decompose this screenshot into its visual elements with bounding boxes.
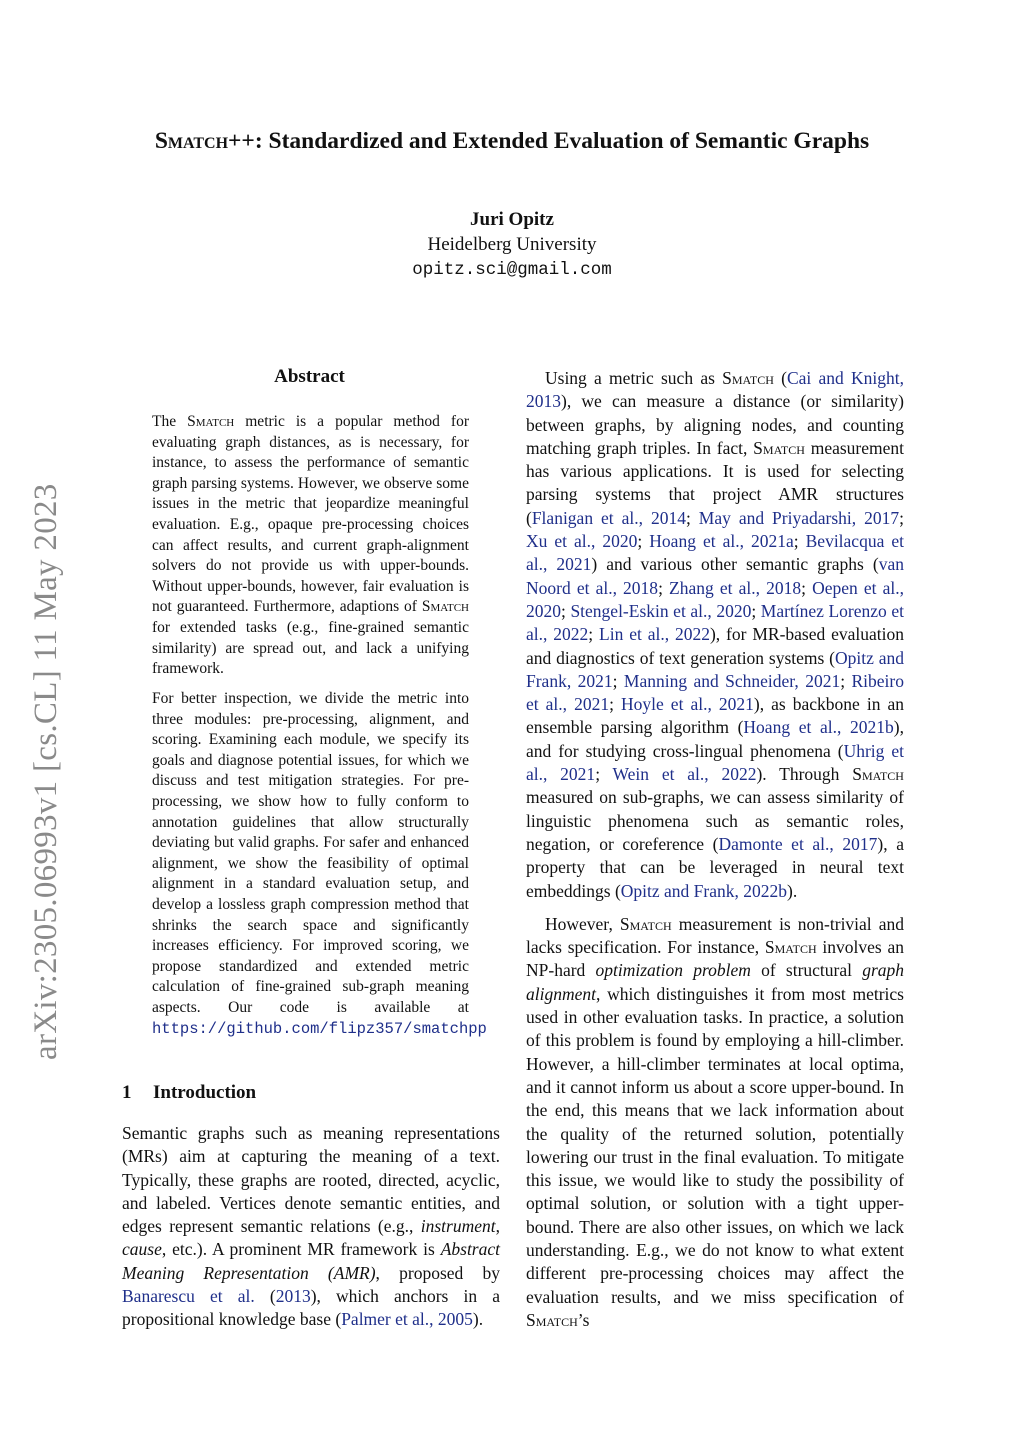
abstract-heading: Abstract (274, 366, 345, 387)
citation-link[interactable]: Hoang et al., 2021a (649, 531, 794, 552)
text-span: ; (658, 577, 670, 598)
text-span: ), and for studying cross-lingual phenomena ( (526, 717, 904, 761)
section-title: Introduction (153, 1082, 257, 1103)
text-span: , proposed by (375, 1262, 500, 1283)
metric-name: Smatch (852, 764, 904, 785)
text-span: involves an NP-hard (526, 937, 904, 981)
arxiv-identifier: arXiv:2305.06993v1 [cs.CL] 11 May 2023 (28, 483, 64, 1060)
section-number: 1 (122, 1082, 132, 1103)
citation-link[interactable]: Martínez Lorenzo et al., 2022 (526, 600, 904, 645)
text-span: ; (793, 531, 806, 552)
text-span: measured on sub-graphs, we can assess similarity of linguistic phenomena such as semantic roles, negation, or coreference ( (526, 787, 904, 854)
italic-term: graph alignment (526, 960, 905, 1004)
citation-link[interactable]: Hoyle et al., 2021 (621, 694, 754, 715)
author-affiliation: Heidelberg University (427, 234, 597, 255)
text-span: For better inspection, we divide the metric into three modules: pre-processing, alignment, and scoring. Examining each module, we specify its goals and diagnose potential issues, for which we discuss and test mitigation strategies. For pre-processing, we show how to fully conform to annotation guidelines that allow structurally deviating but valid graphs. For safer and enhanced alignment, we show the feasibility of optimal alignment in a standard evaluation setup, and develop a lossless graph compression method that shrinks the search space and significantly increases efficiency. For improved scoring, we propose standardized and extended metric calculation of fine-grained sub-graph meaning aspects. Our code is available at (152, 690, 469, 1016)
text-span: ( (773, 368, 787, 388)
italic-term: cause (122, 1239, 162, 1260)
right-paragraph-1 (526, 367, 904, 903)
paper-title (0, 128, 1024, 155)
text-span: , (495, 1216, 500, 1237)
author-name: Juri Opitz (470, 209, 554, 230)
citation-link[interactable]: Uhrig et al., 2021 (526, 740, 904, 785)
text-span: ), as backbone in an ensemble parsing algorithm ( (526, 694, 904, 738)
metric-name: Smatch (722, 368, 774, 388)
text-span: ; (612, 670, 624, 691)
citation-link[interactable]: Oepen et al., 2020 (526, 577, 904, 621)
text-span: The (152, 413, 188, 430)
citation-link[interactable]: Xu et al., 2020 (526, 531, 638, 552)
italic-term: Abstract Meaning Representation (AMR) (122, 1239, 500, 1283)
text-span: ). Through (756, 764, 853, 785)
italic-term: instrument (420, 1216, 496, 1237)
text-span: ; (588, 624, 600, 645)
citation-link[interactable]: Banarescu et al. (122, 1286, 255, 1307)
text-span: Semantic graphs such as meaning representations (MRs) aim at capturing the meaning of a text. Typically, these graphs are rooted, directed, acyclic, and labeled. Vertices denote semantic entities, and edges represent semantic relations (e.g., (122, 1123, 500, 1237)
code-repository-link[interactable]: https://github.com/flipz357/smatchpp (152, 1019, 487, 1038)
text-span: , which distinguishes it from most metrics used in other evaluation tasks. In practice, a solution of this problem is found by employing a hill-climber. However, a hill-climber terminates at local optima, and it cannot inform us about a score upper-bound. In the end, this means that we lack information about the quality of the returned solution, potentially lowering our trust in the final evaluation. To mitigate this issue, we would like to study the possibility of optimal solution, or solution with a tight upper-bound. There are also other issues, on which we lack understanding. E.g., we do not know to what extent different pre-processing choices may affect the evaluation results, and we miss specification of (526, 983, 904, 1307)
text-span: ) and various other semantic graphs ( (591, 554, 879, 575)
metric-name: Smatch (764, 937, 817, 958)
metric-name: Smatch (526, 1309, 578, 1330)
citation-link[interactable]: Ribeiro et al., 2021 (526, 670, 904, 715)
text-span: , etc.). A prominent MR framework is (161, 1239, 441, 1260)
intro-paragraph-1 (122, 1122, 500, 1332)
text-span: ; (899, 507, 904, 528)
title-rest: : Standardized and Extended Evaluation of Semantic Graphs (254, 128, 870, 154)
text-span: ( (254, 1286, 276, 1307)
text-span: ’s (577, 1309, 590, 1330)
metric-name: Smatch (619, 913, 672, 934)
text-span: for extended tasks (e.g., fine-grained semantic similarity) are spread out, and lack a unifying framework. (152, 618, 469, 678)
citation-link[interactable]: Opitz and Frank, 2021 (526, 647, 904, 691)
citation-link[interactable]: Lin et al., 2022 (599, 624, 710, 645)
text-span: ; (751, 600, 761, 621)
citation-link[interactable]: Opitz and Frank, 2022b (620, 880, 788, 901)
citation-link[interactable]: Manning and Schneider, 2021 (623, 670, 841, 691)
citation-link[interactable]: Stengel-Eskin et al., 2020 (570, 600, 752, 621)
right-paragraph-2 (526, 913, 904, 1332)
text-span: ; (561, 600, 571, 621)
text-span: ; (595, 764, 613, 785)
text-span: ), a property that can be leveraged in neural text embeddings ( (526, 833, 904, 901)
text-span: ). (472, 1309, 484, 1330)
citation-link[interactable]: Flanigan et al., 2014 (531, 507, 686, 528)
citation-link[interactable]: Wein et al., 2022 (612, 764, 757, 785)
text-span: ), we can measure a distance (or similarity) between graphs, by aligning nodes, and counting matching graph triples. In fact, (526, 391, 904, 458)
text-span: ). (787, 880, 798, 901)
text-span: ; (840, 670, 852, 691)
metric-name: Smatch (187, 413, 235, 430)
text-span: metric is a popular method for evaluating graph distances, as is necessary, for instance, to assess the performance of semantic graph parsing systems. However, we observe some issues in the metric that jeopardize meaningful evaluation. E.g., opaque pre-processing choices can affect results, and current graph-alignment solvers do not provide us with upper-bounds. Without upper-bounds, however, fair evaluation is not guaranteed. Furthermore, adaptions of (152, 413, 469, 616)
text-span: ), which anchors in a propositional knowledge base ( (122, 1286, 500, 1330)
citation-link[interactable]: van Noord et al., 2018 (526, 554, 904, 598)
italic-term: optimization problem (595, 960, 751, 981)
author-email: opitz.sci@gmail.com (412, 260, 612, 280)
author-block (0, 206, 1024, 283)
text-span: ; (609, 694, 621, 715)
text-span: of structural (750, 960, 863, 981)
text-span: measurement is non-trivial and lacks specification. For instance, (526, 913, 905, 958)
citation-link[interactable]: May and Priyadarshi, 2017 (698, 507, 900, 528)
citation-link[interactable]: Bevilacqua et al., 2021 (526, 531, 904, 575)
abstract-paragraph-1 (152, 412, 469, 680)
citation-link[interactable]: Zhang et al., 2018 (669, 577, 802, 598)
title-metric-name: Smatch++ (154, 128, 255, 154)
text-span: Using a metric such as (545, 368, 723, 388)
metric-name: Smatch (421, 598, 469, 616)
text-span: ; (637, 531, 650, 552)
right-column (526, 367, 904, 1332)
text-span: However, (545, 913, 620, 934)
text-span: ; (801, 577, 813, 598)
citation-link[interactable]: Cai and Knight, 2013 (526, 368, 905, 412)
citation-link[interactable]: Hoang et al., 2021b (743, 717, 894, 738)
section-heading-introduction (122, 1082, 256, 1104)
text-span: measurement has various applications. It is used for selecting parsing systems that project AMR structures ( (526, 437, 904, 528)
citation-link[interactable]: Palmer et al., 2005 (341, 1309, 473, 1330)
citation-link[interactable]: 2013 (275, 1286, 311, 1307)
text-span: ), for MR-based evaluation and diagnostics of text generation systems ( (526, 624, 905, 668)
abstract-paragraph-2 (152, 689, 487, 1039)
text-span: ; (685, 507, 699, 528)
citation-link[interactable]: Damonte et al., 2017 (718, 833, 878, 854)
metric-name: Smatch (753, 437, 805, 458)
